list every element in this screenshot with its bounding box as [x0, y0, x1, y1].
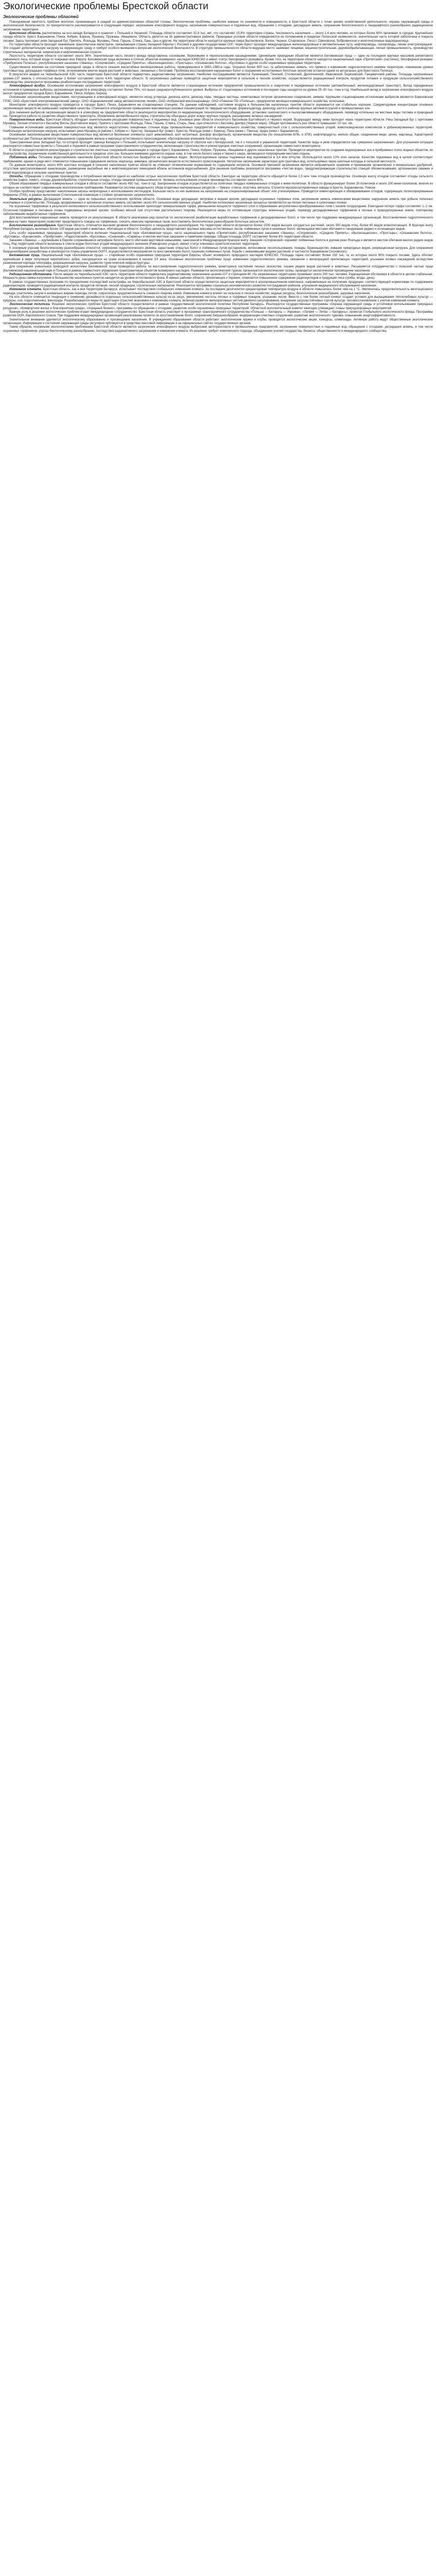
paragraph — [3, 175, 433, 183]
paragraph-text: Обращение с отходами производства и потребления является одной из наиболее острых экологических проблем Брестской области. Ежегодно на территории области образуется более 2,5 млн тонн отходов производства. Основную массу отходов составляют отходы сельского хозяйства (навоз, помет), отходы деревообработки, строительные отходы, отходы пищевой промышленности. Уровень использования отходов производства составляет около 80%. — [3, 175, 433, 182]
paragraph-text: Брестская область обладает значительными ресурсами поверхностных и подземных вод. Основные реки области относятся к бассейнам Балтийского и Черного морей. Водораздел между ними проходит через территорию области. Река Западный Буг с притоками Мухавец, Лесная относится к бассейну Вислы (Балтийское море). Припять с притоками Ясельда, Пина, Горынь, Ствига, Стырь, Лань, Цна относится к бассейну Днепра (Черное море). Общая протяженность рек области превышает 10 тыс. км. — [3, 118, 433, 126]
paragraph — [3, 311, 433, 318]
paragraph-text: Решение экологических проблем Брестской области осуществляется в рамках государственной экологической политики Республики Беларусь. Реализуются государственные программы «Охрана окружающей среды и устойчивое использование природных ресурсов», «Комфортное жилье и благоприятная среда», «Аграрный бизнес», программы по обращению с отходами, развитию особо охраняемых природных территорий. Областной исполнительный комитет ежегодно утверждает планы природоохранных мероприятий. — [3, 303, 433, 310]
paragraph-text: Для восстановления нарушенных земель проводится их рекультивация. В области реализован ряд проектов по экологической реабилитации выработанных торфяников и деградированных болот, в том числе при поддержке международных организаций. Восстановление гидрологического режима на таких территориях позволяет предотвратить пожары на торфяниках, снизить эмиссию парниковых газов, восстановить биологическое разнообразие болотных экосистем. — [3, 216, 433, 224]
paragraph-text: Лесистость территории области составляет около 36%. Значительная часть лесного фонда представлена сосновыми, березовыми и черноольховыми насаждениями. Ценнейшим природным объектом является Беловежская пуща — один из последних крупных массивов реликтового равнинного леса, который когда-то покрывал всю Европу. Беловежская пуща включена в Список объектов всемирного наследия ЮНЕСКО и имеет статус биосферного резервата. Кроме того, на территории области находятся национальный парк «Припятский» (частично), биосферный резерват «Прибужское Полесье», республиканские заказники «Званец», «Споровский», «Средняя Припять», «Выгонощанское», «Простырь», «Ольманские болота», «Бусловка» и другие особо охраняемые природные территории. — [3, 54, 433, 65]
paragraph — [3, 224, 433, 232]
paragraph-text: Значительное внимание уделяется экологическому образованию и просвещению населения. В учреждениях образования области работают экологические кружки и клубы, проводятся экологические акции, конкурсы, олимпиады. Активную работу ведут общественные экологические организации. Информация о состоянии окружающей среды регулярно публикуется в средствах массовой информации и на официальных сайтах государственных органов. — [3, 318, 433, 325]
paragraph-text: Сеть особо охраняемых природных территорий области включает Национальный парк «Беловежская пуща», часть национального парка «Припятский», республиканские заказники «Званец», «Споровский», «Средняя Припять», «Выгонощанское», «Простырь», «Ольманские болота», «Бусловка», «Букчанский», «Прибугский», «Радостовский», «Бусловка», «Синьский», «Сервечь» и многие местные заказники и памятники природы. Общая площадь ООПТ составляет более 8% территории области. — [3, 231, 433, 239]
paragraph-text: Питьевое водоснабжение населения Брестской области полностью базируется на подземных водах. Эксплуатационные запасы подземных вод оцениваются в 3,4 млн м³/сутки. Используется около 10% этих запасов. Качество подземных вод в целом соответствует требованиям, однако в ряде мест отмечается повышенное содержание железа, марганца, аммиака, органических веществ естественного происхождения. Нитратное загрязнение характерно для грунтовых вод, используемых через шахтные колодцы в сельской местности. — [3, 156, 433, 163]
paragraph — [3, 84, 433, 96]
paragraph-lead: Поверхностные воды. — [9, 118, 45, 122]
paragraph-lead: Подземные воды. — [9, 156, 38, 160]
paragraph-text: По данным мониторинга, около 40% шахтных колодцев в сельских населенных пунктах области не отвечают гигиеническим нормативам по содержанию нитратов. Основной причиной загрязнения является неправильное хранение и применение органических и минеральных удобрений, отсутствие централизованной канализации, размещение выгребных ям и животноводческих помещений вблизи источников водоснабжения. Для решения проблемы реализуется программа «Чистая вода», предусматривающая строительство станций обезжелезивания, артезианских скважин и сетей водопровода в сельских населенных пунктах. — [3, 163, 433, 175]
paragraph — [3, 126, 433, 134]
paragraph-text: Брестская область отличается высоким уровнем биологического и ландшафтного разнообразия. На территории области встречается более 1500 видов высших сосудистых растений, около 300 видов птиц, более 60 видов млекопитающих. В Красную книгу Республики Беларусь включено более 150 видов растений и животных, обитающих в области. Особую ценность представляют крупные массивы естественных лесов, пойменных лугов и низинных болот, являющихся местами обитания и гнездования редких и исчезающих видов. — [3, 224, 433, 231]
paragraph — [3, 265, 433, 273]
paragraph — [3, 182, 433, 190]
paragraph-text: Основными источниками загрязнения атмосферного воздуха в Брестской области являются стационарные источники предприятий промышленности и энергетики и передвижные источники (автомобильный, железнодорожный транспорт). Вклад передвижных источников в суммарные выбросы загрязняющих веществ в атмосферу составляет более 75%, что выше среднереспубликанского уровня. Выбросы от стационарных источников в последние годы находятся на уровне 25–30 тыс. тонн в год. Наибольший вклад в загрязнение атмосферного воздуха вносят предприятия городов Брест, Барановичи, Пинск, Кобрин, Береза. — [3, 84, 433, 95]
article — [0, 0, 436, 338]
paragraph-text: Для снижения выбросов загрязняющих веществ в атмосферу на предприятиях области реализуются мероприятия по модернизации технологического оборудования, установке газоочистного и пылеулавливающего оборудования, переводу котельных на местные виды топлива и природный газ. Проводится работа по развитию общественного транспорта, обновлению автомобильного парка, строительству объездных дорог вокруг крупных городов, расширению зеленых насаждений. — [3, 111, 433, 118]
paragraph — [3, 133, 433, 141]
paragraph-text: Брестская область, как и вся территория Беларуси, испытывает последствия глобального изменения климата. За последние десятилетия среднегодовая температура воздуха в области повысилась более чем на 1 °C. Увеличилась продолжительность вегетационного периода, участились засухи и аномально жаркие периоды летом, сократилась продолжительность снежного покрова зимой. Изменение климата влияет на сельское и лесное хозяйство, водные ресурсы, биологическое разнообразие, здоровье населения. — [3, 288, 433, 295]
paragraph — [3, 21, 433, 32]
paragraph-lead: Беловежская пуща. — [9, 254, 40, 258]
paragraph — [3, 288, 433, 296]
paragraph — [3, 326, 433, 333]
paragraph — [3, 55, 433, 66]
paragraph-text: Для сохранения уникальной природной экосистемы Беловежской пущи проводятся работы по восстановлению гидрологического режима, мониторингу состояния лесных экосистем, охране редких видов растений и животных. Расширяется сотрудничество с польской частью пущи (Беловежский национальный парк в Польше) в рамках совместного управления трансграничным объектом всемирного наследия. Развивается экологический туризм, организуются экологические тропы, проводится экологическое просвещение населения. — [3, 265, 433, 273]
paragraph — [3, 273, 433, 281]
paragraph-text: После аварии на Чернобыльской АЭС часть территории области подверглась радиоактивному загрязнению цезием-137 и стронцием-90. На загрязненных территориях проживает около 200 тыс. человек. Радиационная обстановка в области в целом стабильная. Мощность дозы гамма-излучения в большинстве населенных пунктов находится на уровне естественного фона. В южных районах области, прилегающих к Украине, отмечается повышенное содержание радионуклидов в продукции леса (грибы, ягоды, дичь). — [3, 273, 433, 280]
paragraph-text: Объем образования твердых коммунальных отходов в области составляет около 450 тыс. тонн в год. Захоронение отходов осуществляется на полигонах твердых коммунальных отходов и мини-полигонах. В области функционирует более 20 полигонов и около 100 мини-полигонов, многие из которых не соответствуют современным экологическим требованиям. Развивается система раздельного сбора вторичных материальных ресурсов — бумаги, стекла, пластика, металла. Строятся мусоросортировочные заводы в Бресте, Барановичах, Пинске. — [3, 182, 433, 190]
paragraph-text: Заказник «Званец» — крупнейшее в Европе сохранившееся эвтрофное болото, место обитания вертлявой камышевки, занесенной в Международную Красную книгу. Заказник «Споровский» охраняет пойменные болота в долине реки Ясельда и является местом обитания многих редких видов птиц. Ряд территорий области включены в список водно-болотных угодий международного значения (Рамсарские угодья), имеют статус ключевых орнитологических территорий. — [3, 239, 433, 246]
paragraph-text: Главными источниками загрязнения поверхностных вод являются недостаточно очищенные сточные воды промышленных предприятий и коммунального хозяйства, поверхностный сток с сельскохозяйственных угодий, животноводческих комплексов и урбанизированных территорий. Наибольшую антропогенную нагрузку испытывают реки Мухавец (в районе г. Кобрин и г. Бреста), Западный Буг (ниже г. Бреста), Ясельда (ниже г. Береза), Пина (ниже г. Пинска), Щара (ниже г. Барановичи). — [3, 126, 433, 133]
paragraph — [3, 232, 433, 240]
section-subtitle: Экологические проблемы областей — [3, 14, 79, 19]
paragraph — [3, 111, 433, 119]
paragraph — [3, 303, 433, 311]
paragraph — [3, 96, 433, 104]
paragraph-text: На юге области отмечается тенденция к снижению урожайности отдельных сельскохозяйственных культур из-за засух, увеличению частоты лесных и торфяных пожаров, усыханию лесов. Вместе с тем более теплый климат создает условия для выращивания теплолюбивых культур — кукурузы, сои, подсолнечника, винограда. Разрабатываются меры по адаптации отраслей экономики к изменению климата, включая развитие мелиоративных систем двойного регулирования, внедрение засухоустойчивых сортов культур, лесовосстановление с учетом изменений климата. — [3, 295, 433, 303]
paragraph — [3, 118, 433, 126]
paragraph-text: Особую проблему представляют накопленные запасы непригодных к использованию пестицидов. Большая часть из них вывезена на захоронение на специализированный объект или утилизирована. Проводится инвентаризация и обезвреживание отходов, содержащих полихлорированные бифенилы (ПХБ), в рамках выполнения Стокгольмской конвенции о стойких органических загрязнителях. — [3, 190, 433, 197]
paragraph-text: Мониторинг атмосферного воздуха проводится в городах Брест, Пинск, Барановичи на стационарных станциях. По данным наблюдений, состояние воздуха в большинстве населенных пунктов области оценивается как стабильно хорошее. Среднегодовые концентрации основных загрязняющих веществ не превышают нормативов качества. Отмечаются эпизодические превышения максимально разовых концентраций по твердым частицам, формальдегиду, диоксиду азота в районах крупных автомагистралей и промышленных зон. — [3, 103, 433, 111]
paragraph — [3, 141, 433, 149]
paragraph-text: Основными загрязняющими веществами поверхностных вод являются биогенные элементы (азот аммонийный, азот нитритный, фосфор фосфатный), органические вещества (по показателям БПК₅ и ХПК), нефтепродукты, железо общее, соединения меди, цинка, марганца. Характерной особенностью рек Полесья является повышенное содержание железа и марганца естественного происхождения, обусловленное влиянием болотных вод. — [3, 133, 433, 141]
paragraph — [3, 254, 433, 265]
paragraph-text: Важную роль в решении экологических проблем играет международное сотрудничество. Брестская область участвует в программах трансграничного сотрудничества «Польша — Беларусь — Украина», «Латвия — Литва — Беларусь», проектах Глобального экологического фонда, Программы развития ООН, Европейского Союза. При поддержке международных организаций реализованы проекты по восстановлению болот, сохранению биоразнообразия, модернизации очистных сооружений, развитию экологического туризма, повышению энергоэффективности. — [3, 311, 433, 318]
paragraph — [3, 296, 433, 303]
paragraph — [3, 216, 433, 224]
paragraph-lead: Экологическая политика. — [9, 303, 50, 307]
paragraph-lead: Биологическое разнообразие. — [9, 224, 57, 227]
paragraph-text: К основным угрозам биологическому разнообразию относятся: изменение гидрологического режима, зарастание открытых болот и пойменных лугов кустарником, интенсивное лесопользование, пожары, браконьерство, инвазия чужеродных видов, рекреационная нагрузка. Для сохранения биоразнообразия разработаны и реализуются планы управления ООПТ, осуществляются мероприятия по восстановлению болот, кошению пойменных лугов, борьбе с инвазивными видами растений, в частности борщевиком Сосновского. — [3, 246, 433, 254]
paragraph — [3, 164, 433, 175]
paragraph-lead: Изменение климата. — [9, 288, 42, 292]
paragraph-lead: Земельные ресурсы. — [9, 197, 43, 201]
paragraph-lead: Брестская область — [9, 31, 41, 35]
paragraph-text: В области осуществляется реконструкция и строительство очистных сооружений канализации в городах Брест, Барановичи, Пинск, Кобрин, Пружаны, Ивацевичи и других населенных пунктах. Проводятся мероприятия по созданию водоохранных зон и прибрежных полос водных объектов, их благоустройству, ограничению хозяйственной деятельности в пределах этих зон. Большое внимание уделяется охране озер, в том числе Белого озера и Черного озера, являющихся популярными местами отдыха. — [3, 148, 433, 156]
paragraph-lead: Отходы. — [9, 175, 24, 178]
paragraph-text: Таким образом, основными экологическими проблемами Брестской области являются загрязнение атмосферного воздуха выбросами автотранспорта и промышленных предприятий, загрязнение поверхностных и подземных вод, обращение с отходами, деградация земель, в том числе осушенных торфяников, угрозы биологическому разнообразию, последствия радиоактивного загрязнения и изменения климата. Их решение требует комплексного подхода, объединения усилий государства, бизнеса, общественности и международного сообщества. — [3, 326, 433, 333]
paragraph-text: Повседневная занятость проблем экологии, проживающих в каждой из административных областей страны. Экологические проблемы, наиболее важные по значимости и освещенности, в Брестской области с точки зрения хозяйственной деятельности, охраны окружающей среды и экологической безопасности, по приоритетности рассматриваются в следующем порядке: загрязнение атмосферного воздуха, загрязнение поверхностных и подземных вод, обращение с отходами, деградация земель, сохранение биологического и ландшафтного разнообразия, радиационное загрязнение территории. — [3, 21, 433, 31]
paragraph — [3, 190, 433, 198]
paragraph-lead: Атмосферный воздух. — [9, 84, 46, 88]
paragraph-text: расположена на юго-западе Беларуси и граничит с Польшей и Украиной. Площадь области составляет 32,8 тыс. км², что составляет 15,8% территории страны. Численность населения — около 1,4 млн человек, из которых более 60% проживает в городах. Крупнейшие города области: Брест, Барановичи, Пинск, Кобрин, Береза, Лунинец, Пружаны, Ивацевичи. Область делится на 16 административных районов. Природные условия области определяются ее положением в пределах Полесской низменности, значительная часть которой заболочена и покрыта лесами. Здесь протекают реки Западный Буг, Припять, Ясельда, Мухавец, Пина, Горынь, Ствига, Лань, Цна и другие. На территории области находятся крупные озера Выгоновское, Белое, Черное, Споровское, Погост, Ореховское, Бобровичское и многочисленные водохранилища. — [3, 31, 433, 43]
paragraph — [3, 198, 433, 206]
paragraph — [3, 239, 433, 247]
paragraph — [3, 205, 433, 216]
paragraph-text: Существенное влияние на состояние природной среды в области оказали масштабные мелиоративные работы, проводившиеся в 1960–1980-е годы. Осушено более 600 тыс. га заболоченных земель, что привело к изменению гидрологического режима территории, понижению уровня грунтовых вод, деградации торфяных почв, исчезновению многих видов растений и животных, связанных с болотами. Проблема восстановления нарушенных болот и сохранения естественных болотных экосистем остается одной из актуальных для Брестского Полесья. — [3, 65, 433, 73]
paragraph-lead: Радиационная обстановка. — [9, 273, 53, 276]
paragraph — [3, 73, 433, 84]
paragraph — [3, 156, 433, 164]
paragraph-text: На осушенных торфяниках в результате интенсивного сельскохозяйственного использования происходит минерализация торфа, уменьшение мощности торфяного слоя и образование антропогенно-преобразованных почв с низким плодородием. Ежегодная потеря торфа составляет 1–2 см. Остаточно-торфяные и песчаные почвы подвержены ветровой эрозии, особенно весной при отсутствии растительного покрова. Реализуются меры по оптимизации структуры земельных угодий, переводу деградированных торфяников в лесные и природоохранные земли, повторному заболачиванию выработанных торфяников. — [3, 205, 433, 216]
paragraph — [3, 318, 433, 326]
paragraph-text: Деградация земель — одна из серьезных экологических проблем области. Основные виды деградации: ветровая и водная эрозия, деградация осушенных торфяных почв, загрязнение земель химическими веществами, нарушение земель при добыче полезных ископаемых и строительстве. Площадь эродированных и эрозионно опасных земель составляет около 8% сельскохозяйственных угодий. Наиболее интенсивно эрозионные процессы проявляются на легких песчаных и супесчаных почвах. — [3, 197, 433, 205]
paragraph — [3, 66, 433, 74]
article-body — [3, 21, 433, 333]
paragraph-text: По территории области проходят важнейшие транспортные магистрали, связывающие страны Западной Европы с Россией и другими государствами СНГ. Через Брест проходят международные железнодорожные и автомобильные пути, нефтепроводы, газопроводы, линии электропередачи. Это создает дополнительную нагрузку на окружающую среду и требует особого внимания к вопросам экологической безопасности. В структуре промышленности области ведущее место занимают пищевая, машиностроительная, деревообрабатывающая, легкая промышленность, производство строительных материалов, химическая и нефтехимическая отрасли. — [3, 43, 433, 54]
paragraph-text: Национальный парк «Беловежская пуща» — старейшая особо охраняемая природная территория Европы, объект всемирного природного наследия ЮНЕСКО. Площадь парка составляет более 150 тыс. га, из которых около 90% покрыто лесами. Здесь обитает крупнейшая в мире популяция европейского зубра, находящегося на грани исчезновения в начале XX века. Основные экологические проблемы пущи: изменение гидрологического режима, связанное с мелиорацией прилегающих территорий, усыхание еловых насаждений вследствие размножения короеда-типографа, рекреационная нагрузка, развитие туристической инфраструктуры. — [3, 254, 433, 265]
paragraph-text: Трансграничная река Западный Буг, по которой проходит граница Беларуси с Польшей, испытывает значительную нагрузку от сбросов как с белорусской, так и с польской и украинской территорий. Качество воды в реке определяется как «умеренно загрязненная». Для улучшения ситуации реализуются совместные проекты с Польшей и Украиной в рамках программ трансграничного сотрудничества, включающие строительство и реконструкцию очистных сооружений, организацию совместного мониторинга. — [3, 141, 433, 148]
paragraph-text: Основными загрязняющими веществами, поступающими в атмосферный воздух, являются оксид углерода, диоксид азота, диоксид серы, твердые частицы, неметановые летучие органические соединения, аммиак. Крупными стационарными источниками выбросов являются Березовская ГРЭС, ОАО «Брестский электромеханический завод», ОАО «Барановичский завод автоматических линий», ОАО «Кобринский маслосырзавод», ОАО «Пинское ПО «Полесье», предприятия жилищно-коммунального хозяйства, котельные. — [3, 96, 433, 103]
page-title: Экологические проблемы Брестской области — [3, 1, 208, 12]
paragraph — [3, 104, 433, 111]
paragraph — [3, 43, 433, 55]
paragraph — [3, 32, 433, 43]
paragraph-text: В результате аварии на Чернобыльской АЭС часть территории Брестской области подверглась радиоактивному загрязнению. Наиболее пострадавшими являются Лунинецкий, Пинский, Столинский, Дрогичинский, Ивановский, Березовский, Ганцевичский районы. Площадь загрязненных цезием-137 земель с плотностью выше 1 Ки/км² составляет около 4,4% территории области. В загрязненных районах проводятся защитные мероприятия в сельском и лесном хозяйстве, осуществляется радиационный контроль продуктов питания и продукции сельскохозяйственного производства, реализуются программы реабилитации пострадавших территорий. — [3, 73, 433, 84]
paragraph-text: В рамках государственных программ по преодолению последствий катастрофы на Чернобыльской АЭС в Брестской области осуществляются защитные мероприятия в агропромышленном комплексе, направленные на получение продукции, соответствующей нормативам по содержанию радионуклидов, проводится радиационный контроль продуктов питания, лесной продукции, строительных материалов. Реализуются программы социально-экономического развития пострадавших районов, улучшения медицинского обслуживания населения. — [3, 280, 433, 287]
